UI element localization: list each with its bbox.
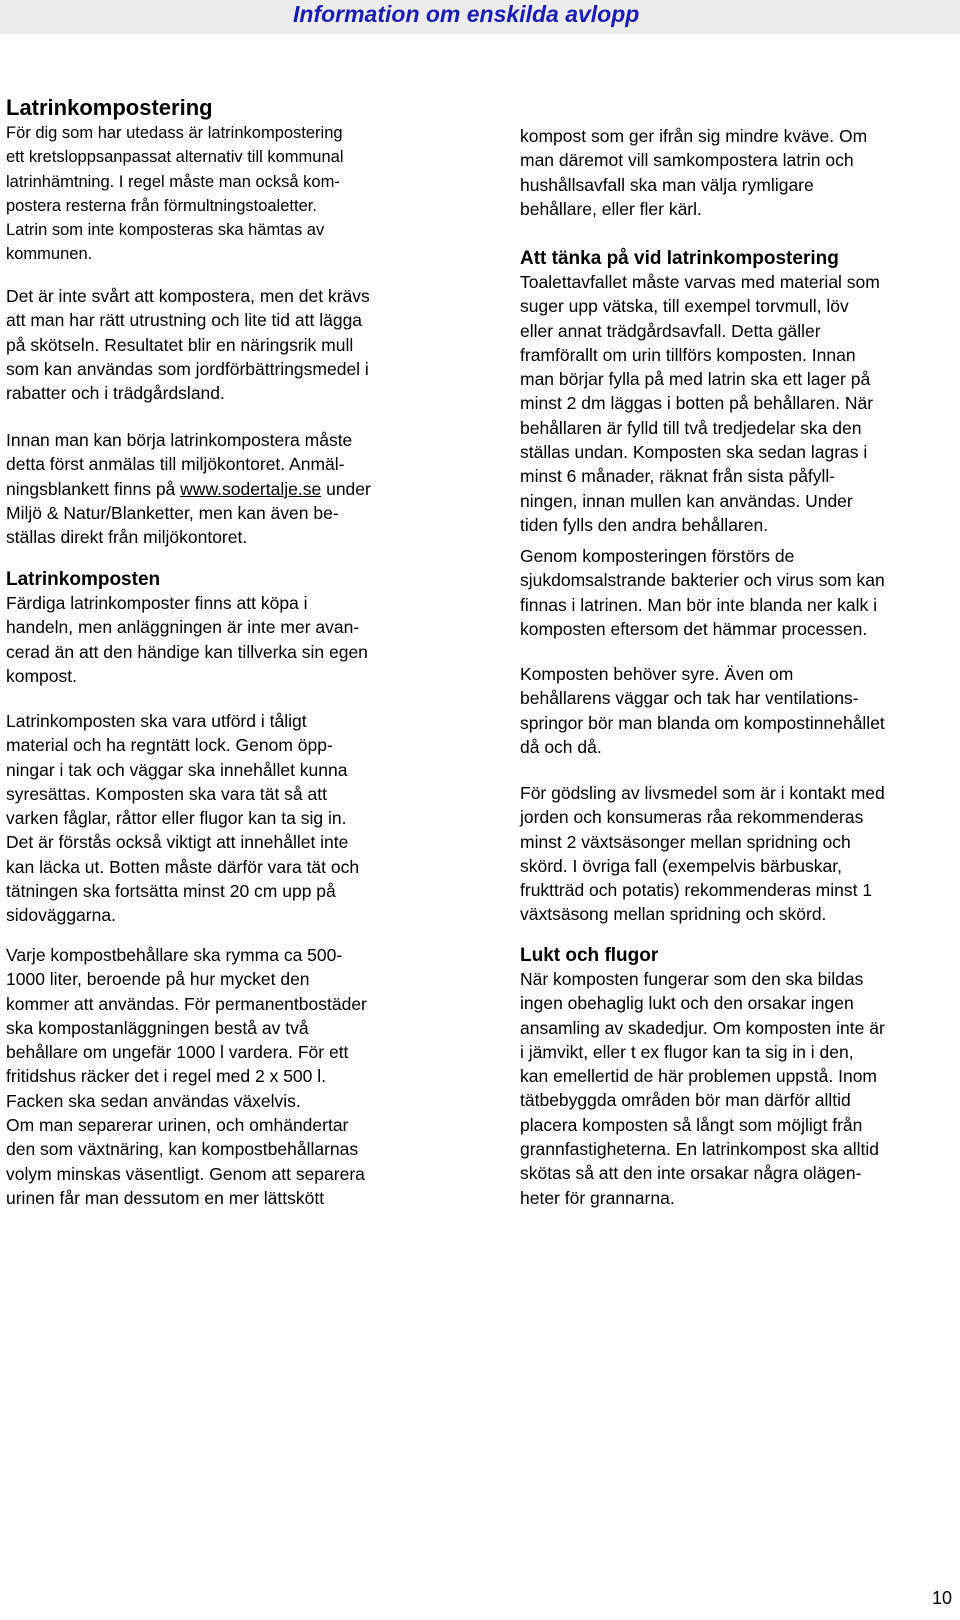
text-line-content: skötas så att den inte orsakar några olägen- xyxy=(520,1163,862,1184)
text-line-content: handeln, men anläggningen är inte mer avan- xyxy=(6,617,360,638)
paragraph-att-tanka-pa xyxy=(520,270,956,537)
text-line xyxy=(520,593,956,617)
text-line-content: cerad än att den händige kan tillverka sin egen xyxy=(6,641,368,662)
text-line xyxy=(6,428,451,452)
text-line-content: då och då. xyxy=(520,736,602,757)
text-line-content: man däremot vill samkompostera latrin och xyxy=(520,150,854,171)
text-line-content: syresättas. Komposten ska vara tät så att xyxy=(6,783,327,804)
text-line-content: springor bör man blanda om kompostinnehållet xyxy=(520,712,885,733)
text-line xyxy=(520,1064,956,1088)
text-line-content: När komposten fungerar som den ska bildas xyxy=(520,969,864,989)
text-line-content: kommer att användas. För permanentbostäder xyxy=(6,993,367,1014)
text-line xyxy=(6,903,451,927)
text-line xyxy=(6,615,451,639)
text-line-content: Om man separerar urinen, och omhändertar xyxy=(6,1115,349,1136)
text-line xyxy=(6,943,451,967)
text-line-content: hushållsavfall ska man välja rymligare xyxy=(520,174,814,195)
text-line xyxy=(520,1186,956,1210)
text-line xyxy=(6,591,451,615)
text-line-content: postera resterna från förmultningstoaletter. xyxy=(6,196,317,215)
text-line xyxy=(520,270,956,294)
text-line xyxy=(520,1137,956,1161)
paragraph-godsling xyxy=(520,781,956,927)
text-line-content: detta först anmälas till miljökontoret. Anmäl- xyxy=(6,454,345,475)
text-line-content: Det är inte svårt att kompostera, men det krävs xyxy=(6,286,370,306)
header-title: Information om enskilda avlopp xyxy=(293,1,640,27)
page-header xyxy=(0,0,960,34)
text-line xyxy=(520,1088,956,1112)
text-line xyxy=(6,806,451,830)
section-latrinkompostering xyxy=(6,95,451,267)
text-line-content: kompost som ger ifrån sig mindre kväve. Om xyxy=(520,126,868,146)
text-line-content: minst 6 månader, räknat från sista påfyll- xyxy=(520,466,836,487)
heading-att-tanka-pa: Att tänka på vid latrinkompostering xyxy=(520,248,839,269)
text-line-content: tiden fylls den andra behållaren. xyxy=(520,514,769,535)
text-line xyxy=(520,343,956,367)
text-line-content: ställas undan. Komposten ska sedan lagras i xyxy=(520,442,868,463)
text-line xyxy=(6,758,451,782)
text-line xyxy=(6,308,451,332)
text-line-content: jorden och konsumeras råa rekommenderas xyxy=(520,807,864,828)
text-line-content: grannfastigheterna. En latrinkompost ska alltid xyxy=(520,1139,879,1160)
text-line-content: ningar i tak och väggar ska innehållet kunna xyxy=(6,759,348,780)
paragraph-kompostera xyxy=(6,284,451,405)
text-line xyxy=(520,711,956,735)
text-line-content: Det är förstås också viktigt att innehållet inte xyxy=(6,832,349,853)
text-line xyxy=(520,148,956,172)
text-line xyxy=(520,991,956,1015)
text-line xyxy=(6,1162,451,1186)
text-line-content: skörd. I övriga fall (exempelvis bärbuskar, xyxy=(520,855,842,876)
text-line xyxy=(6,855,451,879)
text-line xyxy=(520,391,956,415)
text-line xyxy=(520,1040,956,1064)
text-line xyxy=(520,568,956,592)
section-att-tanka-pa xyxy=(520,247,956,537)
text-line-content: fruktträd och potatis) rekommenderas minst 1 xyxy=(520,880,873,901)
text-line-content: sidoväggarna. xyxy=(6,905,116,926)
text-line-content: Varje kompostbehållare ska rymma ca 500- xyxy=(6,945,343,965)
text-line xyxy=(520,294,956,318)
text-line xyxy=(6,879,451,903)
text-line-content: Miljö & Natur/Blanketter, men kan även be- xyxy=(6,502,339,523)
text-line xyxy=(520,173,956,197)
text-line-content: tätningen ska fortsätta minst 20 cm upp på xyxy=(6,881,336,902)
text-line-content: i jämvikt, eller t ex flugor kan ta sig in i den, xyxy=(520,1041,854,1062)
text-line-content: Latrin som inte komposteras ska hämtas av xyxy=(6,221,325,240)
text-line xyxy=(520,464,956,488)
text-line-content: varken fåglar, råttor eller flugor kan ta sig in. xyxy=(6,808,347,829)
text-line xyxy=(520,544,956,568)
text-line xyxy=(520,1161,956,1185)
text-line xyxy=(520,830,956,854)
page-number: 10 xyxy=(931,1588,952,1608)
text-line-content: fritidshus räcker det i regel med 2 x 500 l. xyxy=(6,1066,327,1087)
section-behallare xyxy=(6,943,451,1210)
text-line xyxy=(6,1186,451,1210)
text-line xyxy=(6,1064,451,1088)
text-line xyxy=(520,878,956,902)
text-line-content: Innan man kan börja latrinkompostera måste xyxy=(6,430,353,450)
section-material xyxy=(6,709,451,928)
text-line xyxy=(520,319,956,343)
text-line-content: den som växtnäring, kan kompostbehållarnas xyxy=(6,1139,359,1160)
section-lukt-och-flugor xyxy=(520,944,956,1210)
text-line xyxy=(520,686,956,710)
paragraph-anmalan xyxy=(6,428,451,501)
text-line xyxy=(6,452,451,476)
text-line xyxy=(6,782,451,806)
text-line xyxy=(6,1016,451,1040)
paragraph-sjukdom xyxy=(520,544,956,641)
heading-latrinkomposten: Latrinkomposten xyxy=(6,569,161,590)
text-line xyxy=(6,501,451,525)
section-kompostera xyxy=(6,284,451,405)
text-line xyxy=(6,145,451,169)
paragraph-lukt-och-flugor xyxy=(520,967,956,1210)
text-line xyxy=(6,357,451,381)
text-line xyxy=(6,218,451,242)
text-line xyxy=(6,194,451,218)
text-line-content: växtsäsong mellan spridning och skörd. xyxy=(520,904,827,925)
section-sjukdom xyxy=(520,544,956,641)
text-line xyxy=(6,242,451,266)
text-line-content: kompost. xyxy=(6,665,77,686)
paragraph-intro xyxy=(6,121,451,267)
text-line-content: ansamling av skadedjur. Om komposten inte är xyxy=(520,1017,885,1038)
text-line xyxy=(520,662,956,686)
website-link[interactable]: www.sodertalje.se xyxy=(180,478,322,499)
text-line-content: ett kretsloppsanpassat alternativ till kommunal xyxy=(6,148,344,167)
text-line xyxy=(6,477,451,501)
text-line xyxy=(6,525,451,549)
paragraph-latrinkomposten xyxy=(6,591,451,688)
text-line xyxy=(520,617,956,641)
text-line xyxy=(6,1137,451,1161)
text-line xyxy=(520,440,956,464)
text-line xyxy=(6,967,451,991)
paragraph-anmalan-cont xyxy=(6,501,451,550)
text-line-content: finnas i latrinen. Man bör inte blanda ner kalk i xyxy=(520,594,878,615)
text-line-content: Färdiga latrinkomposter finns att köpa i xyxy=(6,593,308,613)
text-line xyxy=(520,805,956,829)
text-line-content: minst 2 dm läggas i botten på behållaren. När xyxy=(520,393,874,414)
text-line-content: ställas direkt från miljökontoret. xyxy=(6,527,248,548)
text-line xyxy=(520,124,956,148)
text-line-content: komposten eftersom det hämmar processen. xyxy=(520,618,868,639)
text-line xyxy=(6,640,451,664)
text-line-content: sjukdomsalstrande bakterier och virus som kan xyxy=(520,570,885,591)
text-after-link: under xyxy=(321,478,371,499)
text-line-content: ingen obehaglig lukt och den orsakar ingen xyxy=(520,993,854,1014)
text-line xyxy=(6,664,451,688)
text-line-content: man börjar fylla på med latrin ska ett lager på xyxy=(520,369,871,390)
text-line xyxy=(520,735,956,759)
text-line-content: Genom komposteringen förstörs de xyxy=(520,546,795,566)
text-line-content: För gödsling av livsmedel som är i kontakt med xyxy=(520,783,885,803)
text-line xyxy=(6,1040,451,1064)
text-line xyxy=(6,381,451,405)
text-line-content: eller annat trädgårdsavfall. Detta gäller xyxy=(520,320,821,341)
section-syre xyxy=(520,662,956,759)
text-line-content: minst 2 växtsäsonger mellan spridning och xyxy=(520,831,851,852)
text-line xyxy=(6,709,451,733)
paragraph-kvave xyxy=(520,124,956,221)
text-line xyxy=(6,992,451,1016)
text-line xyxy=(520,781,956,805)
text-line-content: kan emellertid de här problemen uppstå. Inom xyxy=(520,1066,878,1087)
text-line-content: urinen får man dessutom en mer lättskött xyxy=(6,1187,325,1208)
text-line xyxy=(520,513,956,537)
text-line-content: För dig som har utedass är latrinkompostering xyxy=(6,124,343,142)
text-line-content: behållare, eller fler kärl. xyxy=(520,198,702,219)
text-line xyxy=(520,1113,956,1137)
heading-latrinkompostering: Latrinkompostering xyxy=(6,95,213,120)
text-line xyxy=(6,170,451,194)
text-line-content: behållarens väggar och tak har ventilations- xyxy=(520,688,859,709)
text-line xyxy=(6,284,451,308)
text-line-content: kommunen. xyxy=(6,245,93,264)
text-line-content: framförallt om urin tillförs komposten. Innan xyxy=(520,344,856,365)
text-line xyxy=(520,197,956,221)
text-line xyxy=(520,1016,956,1040)
text-line-content: kan läcka ut. Botten måste därför vara tät och xyxy=(6,856,360,877)
text-line-content: Komposten behöver syre. Även om xyxy=(520,664,794,684)
text-line-content: Toalettavfallet måste varvas med material som xyxy=(520,272,880,292)
text-line-content: rabatter och i trädgårdsland. xyxy=(6,383,225,404)
section-latrinkomposten xyxy=(6,568,451,688)
text-line xyxy=(6,1113,451,1137)
text-line-content: suger upp vätska, till exempel torvmull, löv xyxy=(520,296,849,317)
heading-lukt-och-flugor: Lukt och flugor xyxy=(520,945,659,966)
text-line-content: latrinhämtning. I regel måste man också kom- xyxy=(6,172,340,191)
text-line-content: Latrinkomposten ska vara utförd i tåligt xyxy=(6,711,307,731)
text-line-content: på skötseln. Resultatet blir en näringsrik mull xyxy=(6,334,354,355)
text-line-content: Facken ska sedan användas växelvis. xyxy=(6,1090,301,1111)
text-line-content: ningsblankett finns på xyxy=(6,478,176,499)
text-line-content: tätbebyggda områden bör man därför alltid xyxy=(520,1090,851,1111)
text-line-content: behållaren är fylld till två tredjedelar ska den xyxy=(520,417,862,438)
section-anmalan xyxy=(6,428,451,549)
text-line xyxy=(520,902,956,926)
text-line-content: som kan användas som jordförbättringsmedel i xyxy=(6,358,369,379)
text-line xyxy=(6,333,451,357)
text-line xyxy=(520,416,956,440)
paragraph-syre xyxy=(520,662,956,759)
text-line xyxy=(6,733,451,757)
paragraph-behallare xyxy=(6,943,451,1210)
text-line xyxy=(6,830,451,854)
text-line-content: volym minskas väsentligt. Genom att separera xyxy=(6,1163,365,1184)
text-line-content: 1000 liter, beroende på hur mycket den xyxy=(6,969,310,990)
text-line xyxy=(520,489,956,513)
paragraph-material xyxy=(6,709,451,928)
section-godsling xyxy=(520,781,956,927)
text-line xyxy=(520,854,956,878)
text-line xyxy=(6,1089,451,1113)
text-line-content: placera komposten så långt som möjligt från xyxy=(520,1114,863,1135)
text-line-content: ska kompostanläggningen bestå av två xyxy=(6,1017,309,1038)
text-line xyxy=(520,967,956,991)
text-line-content: behållare om ungefär 1000 l vardera. För ett xyxy=(6,1042,349,1063)
text-line-content: material och ha regntätt lock. Genom öpp- xyxy=(6,735,333,756)
text-line-content: att man har rätt utrustning och lite tid att lägga xyxy=(6,310,363,331)
section-kvave xyxy=(520,124,956,221)
text-line xyxy=(520,367,956,391)
text-line-content: heter för grannarna. xyxy=(520,1187,675,1208)
text-line xyxy=(6,121,451,145)
text-line-content: ningen, innan mullen kan användas. Under xyxy=(520,490,853,511)
